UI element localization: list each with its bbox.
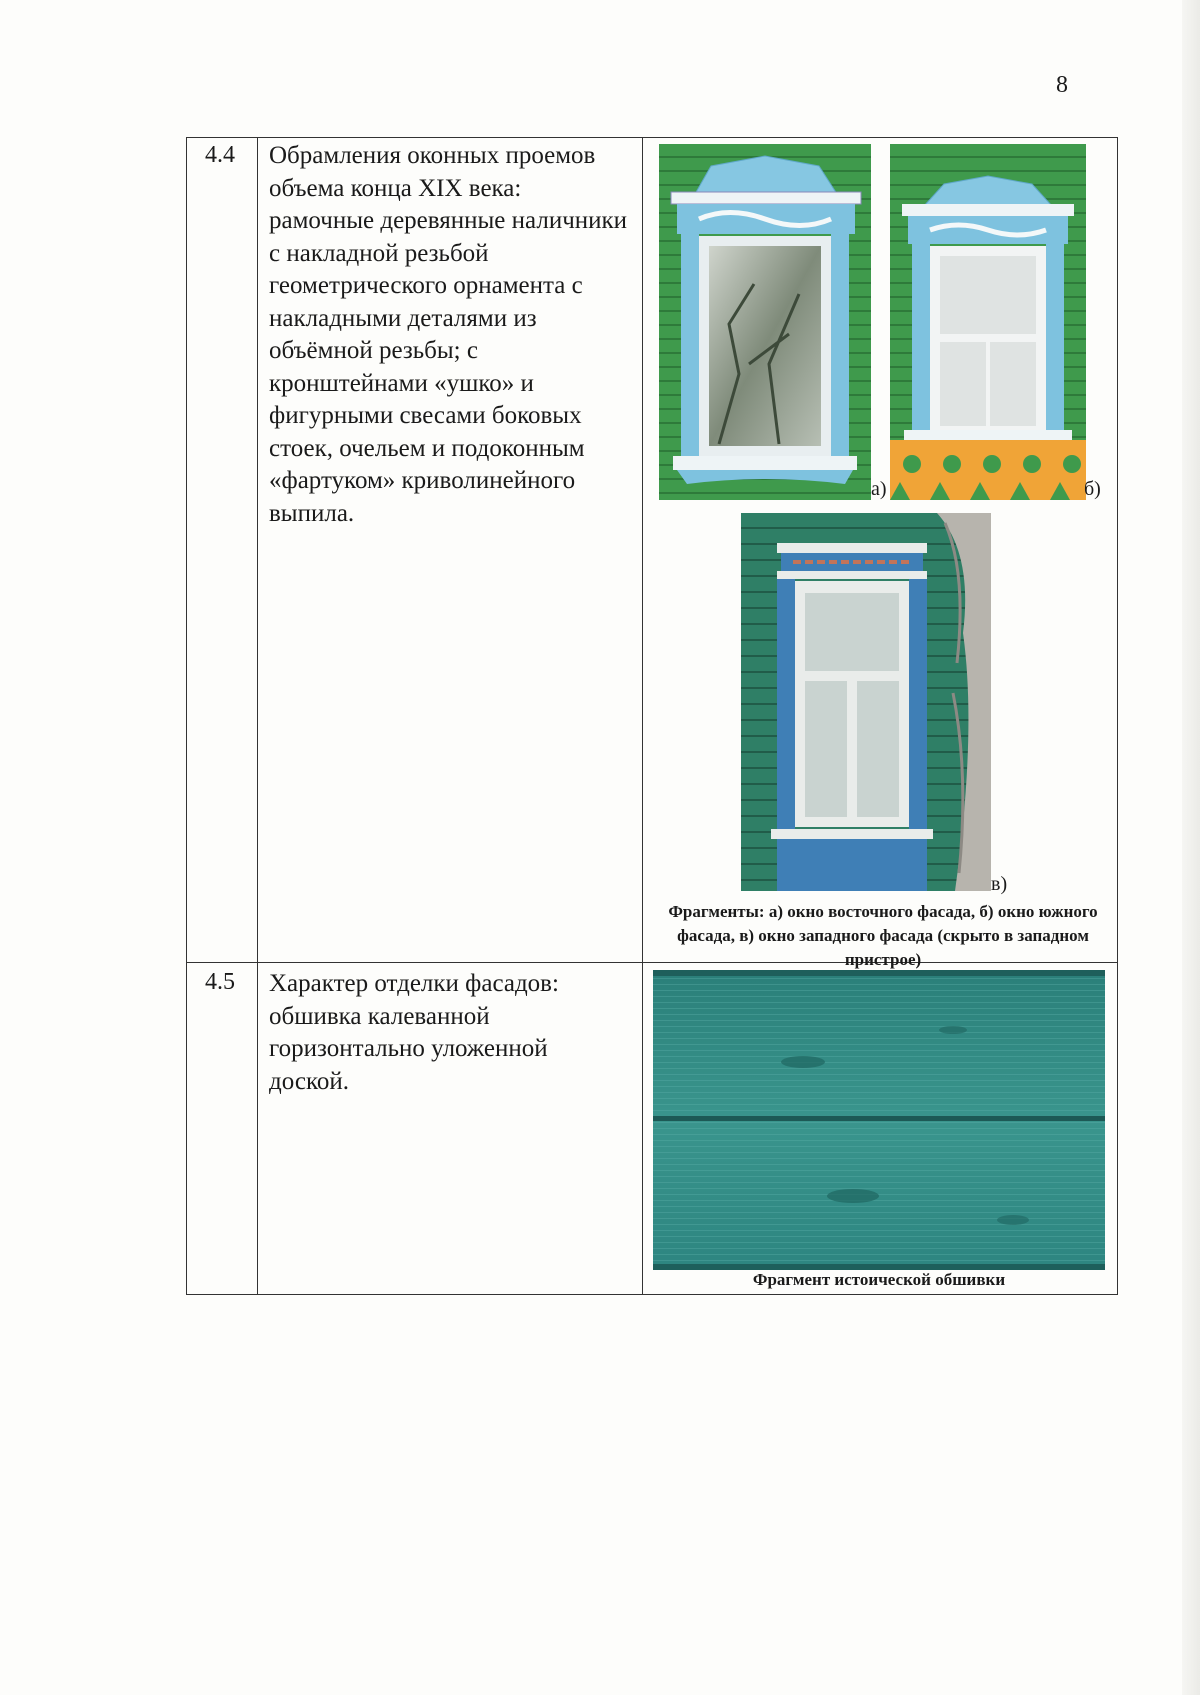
page-number: 8 bbox=[1056, 72, 1068, 98]
photo-label-b: б) bbox=[1084, 478, 1101, 500]
row-number: 4.4 bbox=[205, 142, 235, 168]
photo-label-v: в) bbox=[991, 873, 1008, 895]
photo-south-window bbox=[890, 144, 1086, 500]
photo-caption: Фрагменты: а) окно восточного фасада, б) окно южного фасада, в) окно западного фасада (скрыто в западном пристрое) bbox=[668, 902, 1098, 969]
row-number: 4.5 bbox=[205, 969, 235, 995]
row-description: Обрамления оконных проемов объема конца XIX века: рамочные деревянные наличники с накладной резьбой геометрического орнамента с накладными деталями из объёмной резьбы; с кронштейнами «ушко» и фигурными свесами боковых стоек, очельем и подоконным «фартуком» криволинейного выпила. bbox=[269, 142, 628, 527]
photo-west-window bbox=[741, 513, 991, 891]
page-edge-shadow bbox=[1182, 0, 1200, 1695]
table-column-divider bbox=[257, 138, 258, 1294]
photo-caption: Фрагмент истоической обшивки bbox=[752, 1270, 1006, 1289]
photo-label-a: а) bbox=[871, 478, 887, 500]
row-description: Характер отделки фасадов: обшивка калеванной горизонтально уложенной доской. bbox=[269, 970, 559, 1095]
photo-east-window bbox=[659, 144, 871, 500]
feature-table bbox=[186, 137, 1118, 1295]
photo-siding-fragment bbox=[653, 970, 1105, 1270]
table-column-divider bbox=[642, 138, 643, 1294]
